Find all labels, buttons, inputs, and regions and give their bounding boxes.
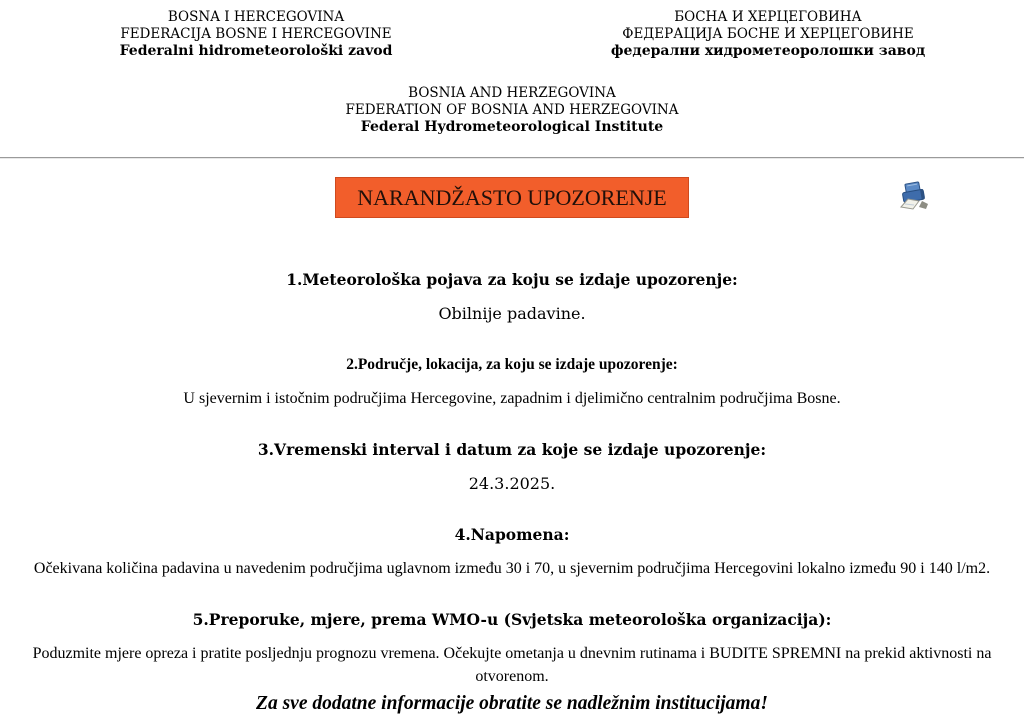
header-federation-line: FEDERATION OF BOSNIA AND HERZEGOVINA [345,102,679,118]
banner-row [0,177,1024,218]
section-body: Poduzmite mjere opreza i pratite posljednju prognozu vremena. Očekujte ometanja u dnevnim rutinama i BUDITE SPREMNI na prekid aktivnosti na otvorenom. [32,645,992,685]
orange-warning-banner: NARANDŽASTO UPOZORENJE [335,177,688,218]
institution-headers [0,9,1024,60]
section-area [0,355,1024,410]
header-country-line: BOSNA I HERCEGOVINA [167,9,345,25]
header-divider [0,157,1024,159]
header-institute-line: Federalni hidrometeorološki zavod [119,43,393,59]
section-heading: 2.Područje, lokacija, za koju se izdaje upozorenje: [346,356,678,373]
header-english [0,85,1024,136]
section-body: U sjevernim i istočnim područjima Hercegovine, zapadnim i djelimično centralnim područjima Bosne. [183,390,841,407]
header-bosnian [0,9,512,60]
header-institute-line: Federal Hydrometeorological Institute [360,119,664,135]
section-recommendations [0,610,1024,688]
header-cyrillic [512,9,1024,60]
section-heading: 4.Napomena: [454,525,570,544]
section-time-interval [0,440,1024,495]
footer-note: Za sve dodatne informacije obratite se nadležnim institucijama! [256,693,768,714]
section-phenomenon [0,270,1024,325]
header-federation-line: FEDERACIJA BOSNE I HERCEGOVINE [120,26,392,42]
header-federation-line: ФЕДЕРАЦИЈА БОСНЕ И ХЕРЦЕГОВИНЕ [622,26,914,42]
printer-icon[interactable] [894,178,932,216]
section-heading: 5.Preporuke, mjere, prema WMO-u (Svjetska meteorološka organizacija): [192,610,832,629]
section-note [0,525,1024,580]
section-body: 24.3.2025. [468,474,556,493]
section-body: Očekivana količina padavina u navedenim područjima uglavnom između 30 i 70, u sjevernim područjima Hercegovini lokalno između 90 i 140 l/m2. [33,560,991,577]
section-heading: 1.Meteorološka pojava za koju se izdaje upozorenje: [286,270,738,289]
header-country-line: БОСНА И ХЕРЦЕГОВИНА [674,9,862,25]
header-country-line: BOSNIA AND HERZEGOVINA [408,85,616,101]
section-body: Obilnije padavine. [438,304,586,323]
section-heading: 3.Vremenski interval i datum za koje se izdaje upozorenje: [257,440,767,459]
header-institute-line: федерални хидрометеоролошки завод [610,43,926,59]
